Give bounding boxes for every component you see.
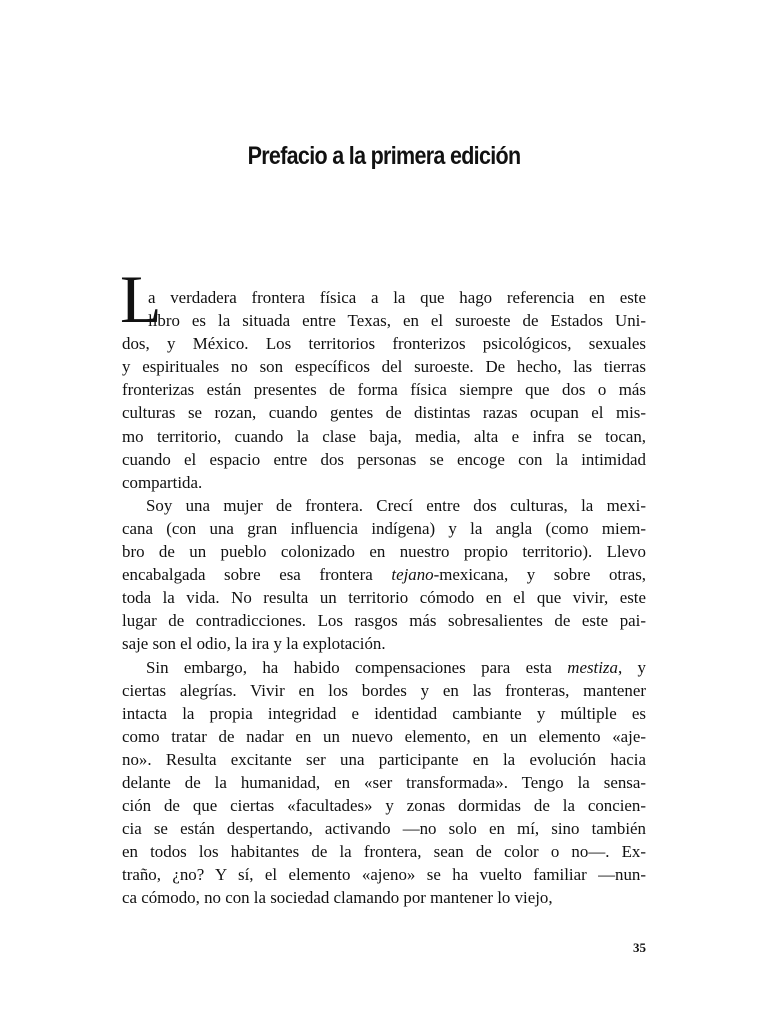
body-text bbox=[120, 261, 647, 910]
text-line: intacta la propia integridad e identidad cambiante y múltiple es bbox=[122, 703, 646, 723]
paragraph bbox=[122, 656, 646, 910]
text-line: culturas se rozan, cuando gentes de distintas razas ocupan el mis- bbox=[122, 403, 646, 423]
text-line: ca cómodo, no con la sociedad clamando por mantener lo viejo, bbox=[122, 888, 553, 908]
paragraph bbox=[120, 261, 646, 494]
text-line: libro es la situada entre Texas, en el suroeste de Estados Uni- bbox=[148, 311, 646, 331]
text-line: y espirituales no son específicos del suroeste. De hecho, las tierras bbox=[122, 357, 646, 377]
text-line: en todos los habitantes de la frontera, sean de color o no—. Ex- bbox=[122, 842, 646, 862]
text-line: no». Resulta excitante ser una participante en la evolución hacia bbox=[122, 749, 646, 769]
text-line: delante de la humanidad, en «ser transformada». Tengo la sensa- bbox=[122, 772, 646, 792]
text-line: fronterizas están presentes de forma física siempre que dos o más bbox=[122, 380, 646, 400]
text-line: mo territorio, cuando la clase baja, media, alta e infra se tocan, bbox=[122, 426, 646, 446]
text-line: a verdadera frontera física a la que hago referencia en este bbox=[148, 288, 646, 307]
text-line: lugar de contradicciones. Los rasgos más sobresalientes de este pai- bbox=[122, 611, 646, 631]
text-line: encabalgada sobre esa frontera tejano-mexicana, y sobre otras, bbox=[122, 565, 646, 585]
text-line: cuando el espacio entre dos personas se encoge con la intimidad bbox=[122, 449, 646, 469]
text-line: como tratar de nadar en un nuevo elemento, en un elemento «aje- bbox=[122, 726, 646, 746]
text-line: traño, ¿no? Y sí, el elemento «ajeno» se ha vuelto familiar —nun- bbox=[122, 865, 646, 885]
text-line: compartida. bbox=[122, 472, 203, 492]
italic-term: mestiza bbox=[567, 657, 618, 677]
italic-term: tejano bbox=[391, 565, 434, 585]
page-number: 35 bbox=[633, 940, 646, 955]
text-line: dos, y México. Los territorios fronterizos psicológicos, sexuales bbox=[122, 334, 646, 354]
text-line: toda la vida. No resulta un territorio cómodo en el que vivir, este bbox=[122, 588, 646, 608]
text-line: ciertas alegrías. Vivir en los bordes y en las fronteras, mantener bbox=[122, 680, 646, 700]
paragraph bbox=[122, 494, 646, 656]
text-line: saje son el odio, la ira y la explotación. bbox=[122, 634, 386, 654]
chapter-title: Prefacio a la primera edición bbox=[247, 142, 521, 170]
text-line: cana (con una gran influencia indígena) y la angla (como miem- bbox=[122, 518, 646, 538]
text-line: cia se están despertando, activando —no solo en mí, sino también bbox=[122, 819, 646, 839]
text-line: ción de que ciertas «facultades» y zonas dormidas de la concien- bbox=[122, 796, 646, 816]
text-line: bro de un pueblo colonizado en nuestro propio territorio). Llevo bbox=[122, 542, 646, 562]
text-line: Sin embargo, ha habido compensaciones para esta mestiza, y bbox=[146, 657, 647, 677]
text-line: Soy una mujer de frontera. Crecí entre dos culturas, la mexi- bbox=[146, 495, 646, 515]
drop-cap: L bbox=[120, 261, 162, 337]
